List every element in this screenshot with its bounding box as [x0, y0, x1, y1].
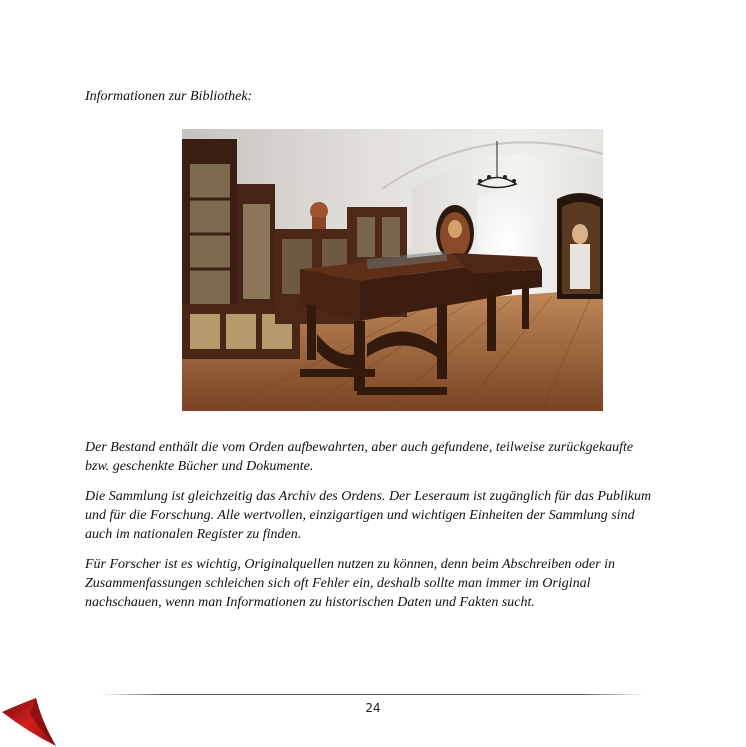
- library-photo: [182, 129, 603, 411]
- footer-divider: [100, 694, 646, 695]
- paragraph-collection: Der Bestand enthält die vom Orden aufbewahrten, aber auch gefundene, teilweise zurückgekaufte bzw. geschenkte Bücher und Dokumente.: [85, 440, 634, 474]
- page-number: 24: [365, 701, 381, 715]
- page-curl-icon[interactable]: [0, 694, 60, 747]
- paragraph-research: Für Forscher ist es wichtig, Originalquellen nutzen zu können, denn beim Abschreiben oder in Zusammenfassungen schleichen sich oft Fehler ein, deshalb sollte man immer im Original nachschauen, wenn man Informationen zu historischen Daten und Fakten sucht.: [85, 557, 615, 610]
- paragraph-archive: Die Sammlung ist gleichzeitig das Archiv des Ordens. Der Leseraum ist zugänglich für das Publikum und für die Forschung. Alle wertvollen, einzigartigen und wichtigen Einheiten der Sammlung sind auch im nationalen Register zu finden.: [85, 489, 652, 542]
- section-heading: Informationen zur Bibliothek:: [85, 89, 253, 104]
- body-text: [85, 438, 660, 623]
